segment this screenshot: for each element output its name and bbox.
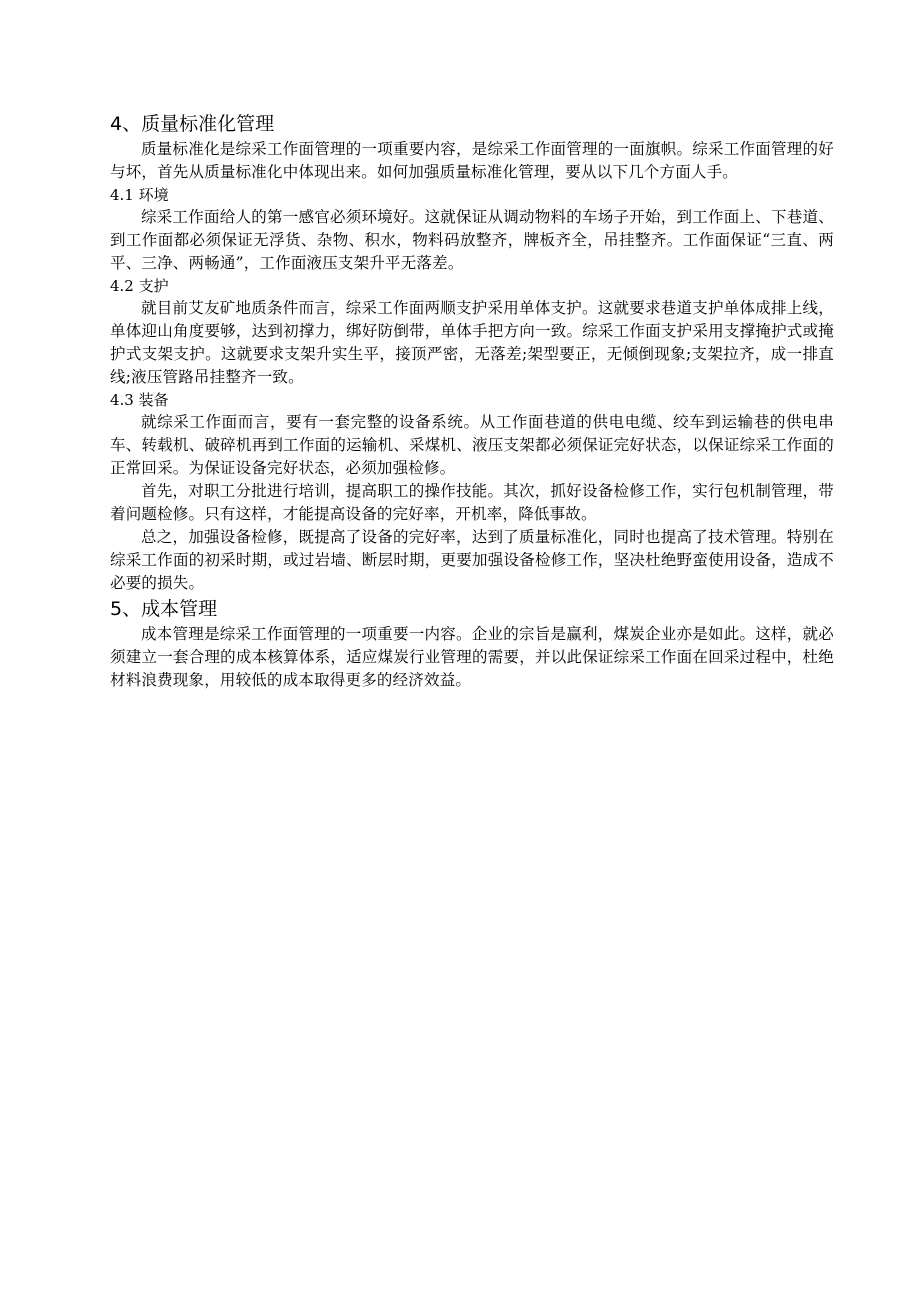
section-heading-cost: 5、成本管理: [110, 598, 218, 620]
section-intro-quality: 质量标准化是综采工作面管理的一项重要内容，是综采工作面管理的一面旗帜。综采工作面管理的好与坏，首先从质量标准化中体现出来。如何加强质量标准化管理，要从以下几个方面人手。: [110, 140, 834, 181]
subsection-heading-support: 4.2 支护: [110, 277, 169, 295]
paragraph-equipment-1: 就综采工作面而言，要有一套完整的设备系统。从工作面巷道的供电电缆、绞车到运输巷的供电串车、转载机、破碎机再到工作面的运输机、采煤机、液压支架都必须保证完好状态，以保证综采工作面的正常回采。为保证设备完好状态，必须加强检修。: [110, 413, 834, 477]
paragraph-environment: 综采工作面给人的第一感官必须环境好。这就保证从调动物料的车场子开始，到工作面上、下巷道、到工作面都必须保证无浮货、杂物、积水，物料码放整齐，牌板齐全，吊挂整齐。工作面保证“三直、两平、三净、两畅通”，工作面液压支架升平无落差。: [110, 208, 834, 272]
section-heading-quality: 4、质量标准化管理: [110, 113, 275, 135]
document-page: [110, 110, 834, 692]
subsection-heading-equipment: 4.3 装备: [110, 391, 169, 409]
paragraph-support: 就目前艾友矿地质条件而言，综采工作面两顺支护采用单体支护。这就要求巷道支护单体成排上线，单体迎山角度要够，达到初撑力，绑好防倒带，单体手把方向一致。综采工作面支护采用支撑掩护式或掩护式支架支护。这就要求支架升实生平，接顶严密，无落差;架型要正，无倾倒现象;支架拉齐，成一排直线;液压管路吊挂整齐一致。: [110, 299, 834, 386]
paragraph-equipment-2: 首先，对职工分批进行培训，提高职工的操作技能。其次，抓好设备检修工作，实行包机制管理，带着问题检修。只有这样，才能提高设备的完好率，开机率，降低事故。: [110, 482, 834, 523]
paragraph-equipment-3: 总之，加强设备检修，既提高了设备的完好率，达到了质量标准化，同时也提高了技术管理。特别在综采工作面的初采时期，或过岩墙、断层时期，更要加强设备检修工作，坚决杜绝野蛮使用设备，造成不必要的损失。: [110, 528, 834, 592]
section-intro-cost: 成本管理是综采工作面管理的一项重要一内容。企业的宗旨是赢利，煤炭企业亦是如此。这样，就必须建立一套合理的成本核算体系，适应煤炭行业管理的需要，并以此保证综采工作面在回采过程中，杜绝材料浪费现象，用较低的成本取得更多的经济效益。: [110, 625, 834, 689]
subsection-heading-environment: 4.1 环境: [110, 186, 169, 204]
